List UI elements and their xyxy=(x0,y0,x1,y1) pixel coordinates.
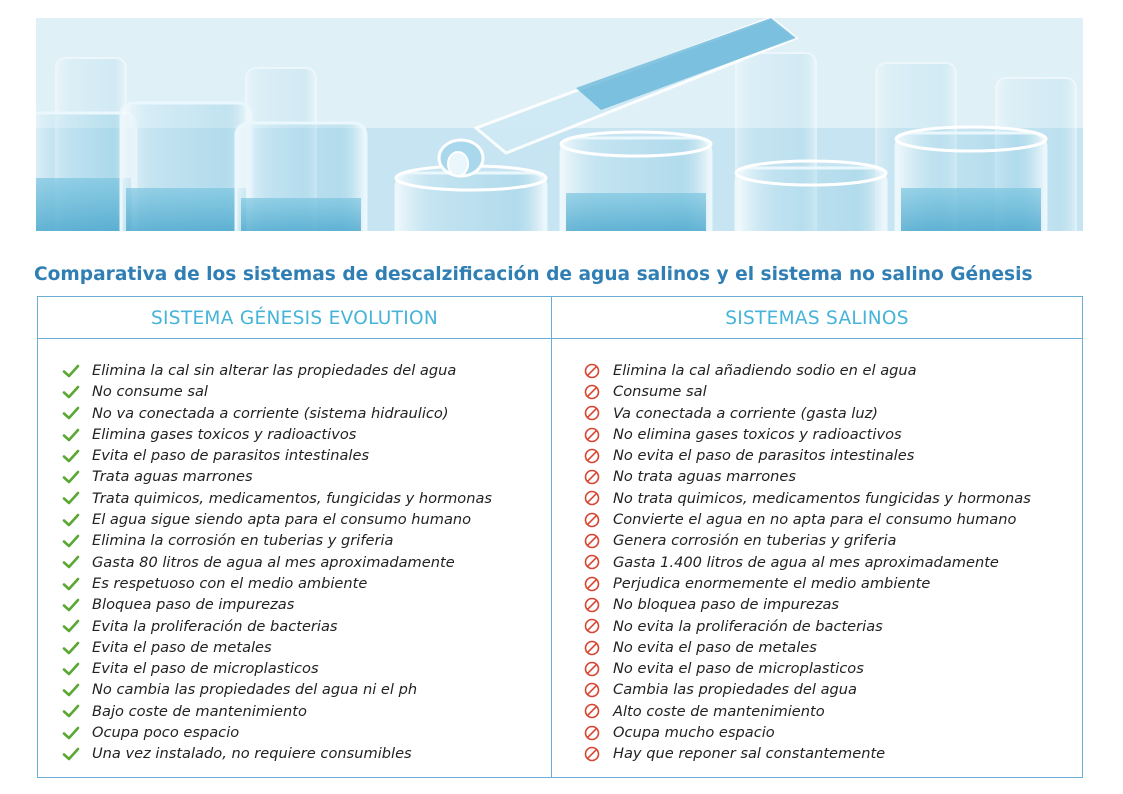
list-item xyxy=(583,594,1031,615)
list-item-text: Elimina la cal sin alterar las propiedades del agua xyxy=(92,362,457,379)
check-icon xyxy=(62,617,80,635)
check-icon xyxy=(62,660,80,678)
list-item-text: Consume sal xyxy=(613,383,707,401)
page-title: Comparativa de los sistemas de descalzificación de agua salinos y el sistema no salino Génesis xyxy=(34,264,1033,285)
check-icon xyxy=(62,489,80,507)
list-item xyxy=(62,360,492,381)
list-item xyxy=(62,445,492,466)
prohibited-icon xyxy=(583,489,601,507)
prohibited-icon xyxy=(583,532,601,550)
check-icon xyxy=(62,404,80,422)
check-icon xyxy=(62,639,80,657)
prohibited-icon xyxy=(583,745,601,763)
list-item-text: Gasta 80 litros de agua al mes aproximadamente xyxy=(92,553,455,571)
list-item xyxy=(583,701,1031,722)
list-item-text: Es respetuoso con el medio ambiente xyxy=(92,574,368,592)
prohibited-icon xyxy=(583,404,601,422)
list-item-text: Bajo coste de mantenimiento xyxy=(92,702,307,720)
check-icon xyxy=(62,362,80,380)
list-item xyxy=(583,381,1031,402)
prohibited-icon xyxy=(583,617,601,635)
list-item-text: Una vez instalado, no requiere consumibles xyxy=(92,745,412,763)
list-item xyxy=(62,594,492,615)
check-icon xyxy=(62,447,80,465)
check-icon xyxy=(62,511,80,529)
list-item-text: Va conectada a corriente (gasta luz) xyxy=(613,404,878,422)
list-item xyxy=(583,360,1031,381)
hero-image xyxy=(36,18,1083,231)
list-item xyxy=(583,679,1031,700)
prohibited-icon xyxy=(583,702,601,720)
list-item-text: No evita el paso de microplasticos xyxy=(613,660,864,678)
list-item xyxy=(62,743,492,764)
list-item xyxy=(583,743,1031,764)
check-icon xyxy=(62,596,80,614)
list-item xyxy=(583,573,1031,594)
list-item-text: No evita el paso de metales xyxy=(613,638,817,656)
header-genesis: SISTEMA GÉNESIS EVOLUTION xyxy=(151,308,438,329)
list-item-text: Gasta 1.400 litros de agua al mes aproximadamente xyxy=(613,553,999,571)
list-item-text: No bloquea paso de impurezas xyxy=(613,596,840,614)
list-item xyxy=(62,466,492,487)
list-item-text: Ocupa mucho espacio xyxy=(613,724,775,742)
check-icon xyxy=(62,702,80,720)
list-item xyxy=(583,509,1031,530)
check-icon xyxy=(62,468,80,486)
prohibited-icon xyxy=(583,681,601,699)
check-icon xyxy=(62,745,80,763)
list-item xyxy=(62,679,492,700)
prohibited-icon xyxy=(583,724,601,742)
list-item xyxy=(583,658,1031,679)
list-item-text: Elimina la cal añadiendo sodio en el agua xyxy=(613,362,917,379)
list-item-text: Evita el paso de microplasticos xyxy=(92,660,319,678)
prohibited-icon xyxy=(583,553,601,571)
prohibited-icon xyxy=(583,639,601,657)
header-divider xyxy=(38,338,1082,339)
list-item xyxy=(62,701,492,722)
list-item xyxy=(583,488,1031,509)
list-item-text: Hay que reponer sal constantemente xyxy=(613,745,886,763)
list-item-text: Cambia las propiedades del agua xyxy=(613,681,858,699)
list-item-text: Trata quimicos, medicamentos, fungicidas y hormonas xyxy=(92,489,493,507)
list-item-text: Elimina la corrosión en tuberias y griferia xyxy=(92,532,394,550)
list-item xyxy=(62,424,492,445)
list-item xyxy=(62,722,492,743)
list-item xyxy=(62,381,492,402)
column-divider xyxy=(551,297,552,777)
list-item-text: No va conectada a corriente (sistema hidraulico) xyxy=(92,404,449,422)
check-icon xyxy=(62,724,80,742)
prohibited-icon xyxy=(583,596,601,614)
list-item xyxy=(583,424,1031,445)
list-item-text: No cambia las propiedades del agua ni el ph xyxy=(92,681,418,699)
test-tubes-illustration xyxy=(36,18,1083,231)
check-icon xyxy=(62,681,80,699)
list-item-text: No trata quimicos, medicamentos fungicidas y hormonas xyxy=(613,489,1031,507)
list-item-text: No trata aguas marrones xyxy=(613,468,797,486)
prohibited-icon xyxy=(583,383,601,401)
list-item-text: Ocupa poco espacio xyxy=(92,724,240,742)
list-item xyxy=(583,466,1031,487)
list-item-text: Bloquea paso de impurezas xyxy=(92,596,295,614)
prohibited-icon xyxy=(583,511,601,529)
prohibited-icon xyxy=(583,468,601,486)
list-item-text: Convierte el agua en no apta para el consumo humano xyxy=(613,511,1017,529)
list-item xyxy=(583,445,1031,466)
list-item-text: El agua sigue siendo apta para el consumo humano xyxy=(92,511,472,529)
list-item-text: Evita el paso de metales xyxy=(92,638,272,656)
list-item xyxy=(583,616,1031,637)
list-item xyxy=(583,552,1031,573)
list-item-text: Perjudica enormemente el medio ambiente xyxy=(613,574,931,592)
list-item xyxy=(62,530,492,551)
prohibited-icon xyxy=(583,660,601,678)
list-item xyxy=(62,637,492,658)
genesis-list xyxy=(62,360,492,765)
list-item xyxy=(62,403,492,424)
list-item-text: Elimina gases toxicos y radioactivos xyxy=(92,425,357,443)
list-item-text: Evita el paso de parasitos intestinales xyxy=(92,447,370,465)
list-item xyxy=(62,552,492,573)
list-item xyxy=(583,403,1031,424)
header-salinos: SISTEMAS SALINOS xyxy=(725,308,909,329)
list-item xyxy=(583,530,1031,551)
list-item-text: No consume sal xyxy=(92,383,208,401)
prohibited-icon xyxy=(583,447,601,465)
list-item xyxy=(62,658,492,679)
list-item-text: No evita el paso de parasitos intestinales xyxy=(613,447,915,465)
prohibited-icon xyxy=(583,362,601,380)
salinos-list xyxy=(583,360,1031,765)
check-icon xyxy=(62,553,80,571)
list-item-text: Trata aguas marrones xyxy=(92,468,253,486)
list-item xyxy=(62,616,492,637)
list-item-text: Genera corrosión en tuberias y griferia xyxy=(613,532,897,550)
prohibited-icon xyxy=(583,575,601,593)
list-item-text: No evita la proliferación de bacterias xyxy=(613,617,883,635)
list-item-text: No elimina gases toxicos y radioactivos xyxy=(613,425,902,443)
list-item xyxy=(62,509,492,530)
list-item xyxy=(583,722,1031,743)
prohibited-icon xyxy=(583,426,601,444)
list-item-text: Alto coste de mantenimiento xyxy=(613,702,825,720)
check-icon xyxy=(62,532,80,550)
check-icon xyxy=(62,575,80,593)
list-item-text: Evita la proliferación de bacterias xyxy=(92,617,338,635)
list-item xyxy=(62,488,492,509)
check-icon xyxy=(62,426,80,444)
comparison-table xyxy=(37,296,1083,778)
check-icon xyxy=(62,383,80,401)
list-item xyxy=(62,573,492,594)
list-item xyxy=(583,637,1031,658)
